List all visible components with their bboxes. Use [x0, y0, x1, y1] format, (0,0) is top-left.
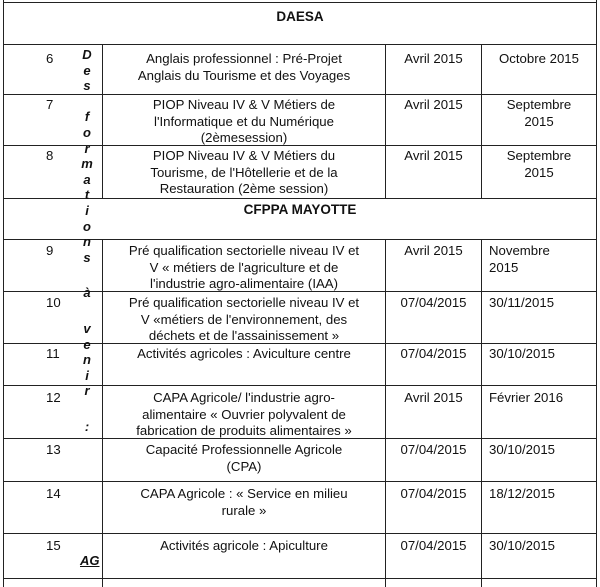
- vertical-letter: r: [84, 383, 90, 399]
- start-date: Avril 2015: [404, 390, 463, 405]
- column-divider: [385, 239, 386, 587]
- end-date: 30/10/2015: [489, 442, 556, 457]
- vertical-tail-label: AG: [80, 553, 100, 568]
- training-title: Capacité Professionnelle Agricole (CPA): [145, 442, 343, 474]
- end-date: Novembre 2015: [489, 243, 550, 275]
- start-date: 07/04/2015: [400, 538, 467, 553]
- start-date: Avril 2015: [404, 243, 463, 258]
- vertical-letter: s: [83, 78, 91, 94]
- vertical-letter: v: [83, 320, 91, 336]
- end-date: Octobre 2015: [499, 51, 579, 66]
- vertical-letter: D: [82, 47, 92, 62]
- row-number: 7: [46, 97, 54, 112]
- training-title: CAPA Agricole : « Service en milieu rurale »: [140, 486, 348, 518]
- column-divider: [102, 239, 103, 587]
- row-number: 10: [46, 295, 61, 310]
- start-date: Avril 2015: [404, 148, 463, 163]
- vertical-letter: t: [84, 187, 90, 203]
- row-number: 8: [46, 148, 54, 163]
- vertical-letter: o: [83, 218, 91, 234]
- row-divider: [3, 481, 597, 482]
- training-title: PIOP Niveau IV & V Métiers du Tourisme, de l'Hôtellerie et de la Restauration (2ème session): [150, 148, 338, 196]
- row-number: 13: [46, 442, 61, 457]
- column-divider: [102, 44, 103, 198]
- row-number: 12: [46, 390, 61, 405]
- table-border-top: [3, 2, 597, 3]
- training-title: Pré qualification sectorielle niveau IV et V «métiers de l'environnement, des déchets et de l'assainissement »: [128, 295, 360, 343]
- vertical-gap: [80, 265, 94, 285]
- training-title: Activités agricoles : Aviculture centre: [137, 346, 351, 361]
- start-date: 07/04/2015: [400, 442, 467, 457]
- vertical-gap: [80, 301, 94, 321]
- vertical-letter: o: [83, 124, 91, 140]
- training-title: Anglais professionnel : Pré-Projet Anglais du Tourisme et des Voyages: [137, 51, 351, 83]
- start-date: 07/04/2015: [400, 346, 467, 361]
- end-date: 30/10/2015: [489, 346, 556, 361]
- training-title: Activités agricole : Apiculture: [160, 538, 328, 553]
- end-date: 30/11/2015: [489, 295, 555, 310]
- training-title: PIOP Niveau IV & V Métiers de l'Informatique et du Numérique (2èmesession): [152, 97, 336, 145]
- vertical-gap: [80, 399, 94, 419]
- row-number: 6: [46, 51, 54, 66]
- row-divider: [3, 44, 597, 45]
- start-date: 07/04/2015: [400, 486, 467, 501]
- row-divider: [3, 578, 597, 579]
- start-date: 07/04/2015: [400, 295, 467, 310]
- vertical-letter: e: [83, 336, 91, 352]
- vertical-letter: a: [83, 171, 91, 187]
- training-title: CAPA Agricole/ l'industrie agro- alimentaire « Ouvrier polyvalent de fabrication de produits alimentaires »: [136, 390, 352, 438]
- vertical-letter: f: [84, 109, 90, 125]
- row-number: 14: [46, 486, 61, 501]
- start-date: Avril 2015: [404, 97, 463, 112]
- end-date: Septembre 2015: [506, 148, 572, 180]
- row-number: 15: [46, 538, 61, 553]
- vertical-letter: i: [85, 367, 89, 383]
- vertical-letter: :: [84, 418, 90, 434]
- end-date: Février 2016: [489, 390, 564, 405]
- start-date: Avril 2015: [404, 51, 463, 66]
- row-number: 9: [46, 243, 54, 258]
- vertical-label: [80, 47, 94, 434]
- vertical-letter: e: [83, 62, 91, 78]
- vertical-letter: i: [85, 202, 89, 218]
- end-date: Septembre 2015: [506, 97, 572, 129]
- row-divider: [3, 533, 597, 534]
- vertical-letter: s: [83, 249, 91, 265]
- vertical-letter: n: [83, 352, 91, 368]
- section-header-cfppa: CFPPA MAYOTTE: [243, 202, 357, 217]
- column-divider: [481, 239, 482, 587]
- vertical-letter: à: [83, 285, 91, 301]
- end-date: 18/12/2015: [489, 486, 556, 501]
- vertical-letter: m: [81, 156, 93, 172]
- row-number: 11: [46, 346, 60, 361]
- vertical-gap: [80, 94, 94, 110]
- vertical-letter: r: [84, 140, 90, 156]
- vertical-letter: n: [83, 234, 91, 250]
- training-title: Pré qualification sectorielle niveau IV et V « métiers de l'agriculture et de l'industrie agro-alimentaire (IAA): [128, 243, 360, 291]
- section-header-daesa: DAESA: [276, 9, 324, 24]
- end-date: 30/10/2015: [489, 538, 556, 553]
